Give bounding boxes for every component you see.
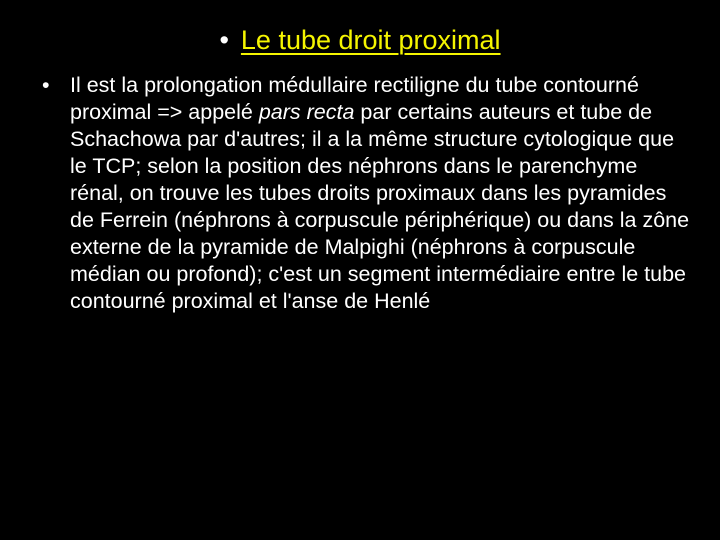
body-text-part2: par certains auteurs et tube de Schachowa par d'autres; il a la même structure cytologique que le TCP; selon la position des néphrons dans le parenchyme rénal, on trouve les tubes droits proximaux dans les pyramides de Ferrein (néphrons à corpuscule périphérique) ou dans la zône externe de la pyramide de Malpighi (néphrons à corpuscule médian ou profond); c'est un segment intermédiaire entre le tube contourné proximal et l'anse de Henlé (70, 100, 690, 313)
body-text-part1: Il est la prolongation médullaire rectiligne du tube contourné proximal => appelé (70, 73, 639, 124)
body-bullet: • (42, 73, 50, 97)
title-bullet: • (219, 25, 229, 55)
body-paragraph (42, 72, 692, 315)
body-text (70, 72, 692, 315)
title-text: Le tube droit proximal (240, 25, 501, 55)
slide-title (0, 22, 720, 58)
body-text-italic: pars recta (258, 100, 355, 124)
